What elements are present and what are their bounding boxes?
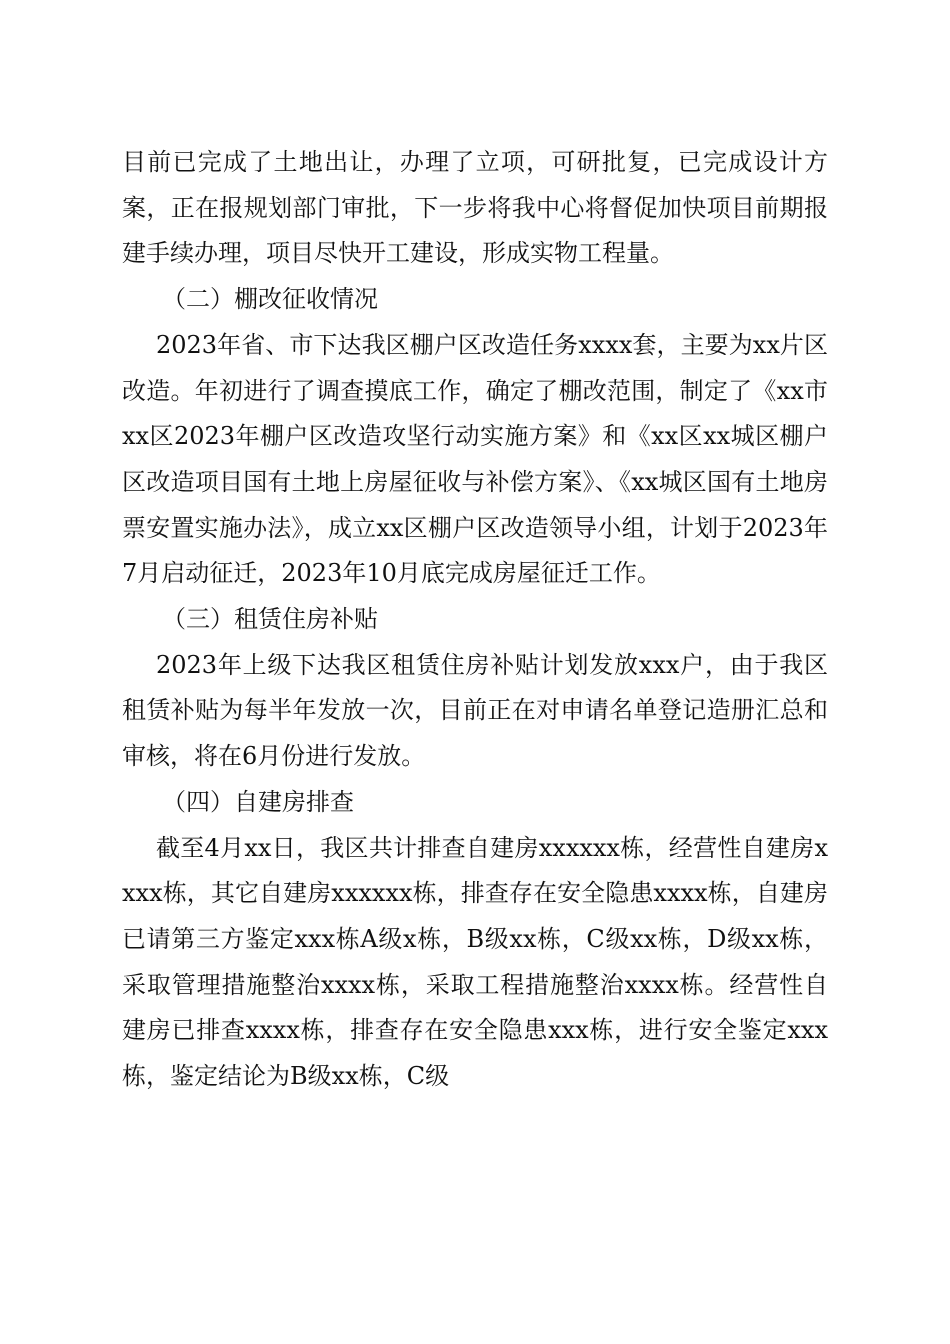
paragraph-shanty-town-renovation: 2023年省、市下达我区棚户区改造任务xxxx套，主要为xx片区改造。年初进行了调查摸底工作，确定了棚改范围，制定了《xx市xx区2023年棚户区改造攻坚行动实施方案》和《xx区xx城区棚户区改造项目国有土地上房屋征收与补偿方案》、《xx城区国有土地房票安置实施办法》，成立xx区棚户区改造领导小组，计划于2023年7月启动征迁，2023年10月底完成房屋征迁工作。 (122, 330, 828, 588)
heading-self-built-housing-inspection: （四）自建房排查 (162, 787, 354, 816)
heading-rental-housing-subsidy: （三）租赁住房补贴 (162, 605, 378, 634)
document-body (122, 140, 828, 1100)
heading-shanty-town-renovation: （二）棚改征收情况 (162, 285, 378, 314)
paragraph-self-built-housing-inspection: 截至4月xx日，我区共计排查自建房xxxxxx栋，经营性自建房xxxx栋，其它自建房xxxxxx栋，排查存在安全隐患xxxx栋，自建房已请第三方鉴定xxx栋A级x栋，B级xx栋，C级xx栋，D级xx栋，采取管理措施整治xxxx栋，采取工程措施整治xxxx栋。经营性自建房已排查xxxx栋，排查存在安全隐患xxx栋，进行安全鉴定xxx栋，鉴定结论为B级xx栋，C级 (122, 833, 828, 1091)
paragraph-rental-housing-subsidy: 2023年上级下达我区租赁住房补贴计划发放xxx户，由于我区租赁补贴为每半年发放一次，目前正在对申请名单登记造册汇总和审核，将在6月份进行发放。 (122, 650, 828, 771)
paragraph-land-progress: 目前已完成了土地出让，办理了立项，可研批复，已完成设计方案，正在报规划部门审批，下一步将我中心将督促加快项目前期报建手续办理，项目尽快开工建设，形成实物工程量。 (122, 148, 828, 268)
